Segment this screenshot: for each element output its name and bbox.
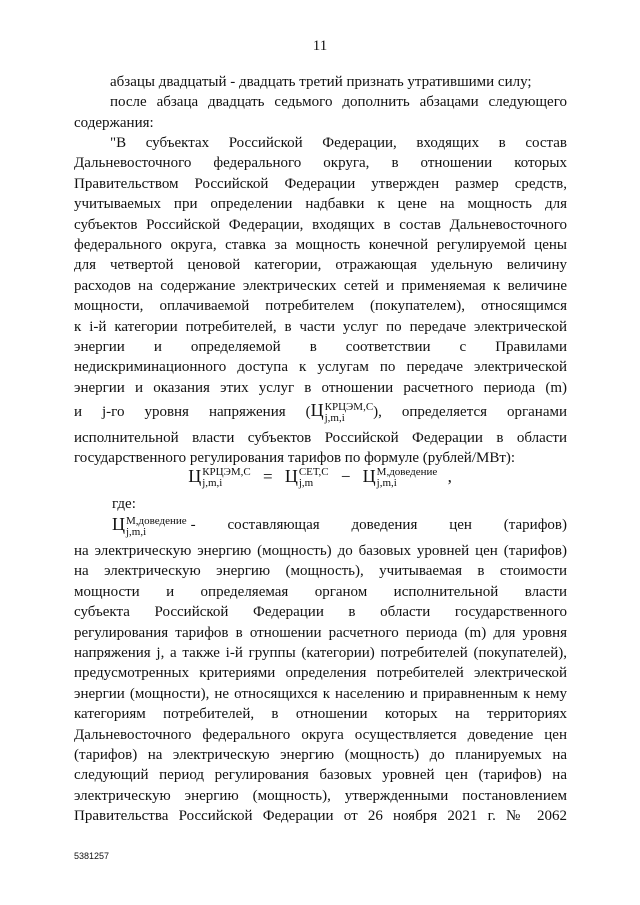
definition-text: - составляющая доведения цен (тарифов)	[190, 517, 567, 534]
line-text: и j-го уровня напряжения (	[74, 404, 311, 421]
formula-subscript: j,m,i	[376, 477, 397, 490]
text-line: государственного регулирования тарифов по формуле (рублей/МВт):	[74, 450, 516, 467]
formula-superscript: КРЦЭМ,С	[202, 466, 251, 479]
formula-subscript: j,m,i	[202, 477, 223, 490]
text-line: после абзаца двадцать седьмого дополнить абзацами следующего	[110, 94, 567, 111]
line-text: ), определяется органами	[373, 404, 568, 421]
intro-lines	[74, 72, 567, 133]
definition-term: Ц М,доведение j,m,i	[112, 514, 187, 538]
paragraph-1	[74, 133, 567, 469]
text-line: содержания:	[74, 114, 154, 131]
text-line: на электрическую энергию (мощность) до базовых уровней цен (тарифов)	[74, 543, 567, 559]
document-id: 5381257	[74, 851, 110, 861]
text-line: (тарифов) на электрическую энергию (мощность) до планируемых на	[74, 747, 567, 764]
formula-minus: −	[340, 467, 351, 486]
text-line: абзацы двадцатый - двадцать третий признать утратившими силу;	[110, 74, 532, 90]
formula-symbol: Ц	[362, 466, 376, 486]
text-line: Дальневосточного федерального округа, в отношении которых	[74, 155, 567, 172]
inline-symbol: Ц КРЦЭМ,С j,m,i	[310, 400, 374, 424]
formula	[0, 466, 640, 489]
text-line: энергии и определяемой в соответствии с Правилами	[74, 339, 567, 356]
text-line: предусмотренных критериями определения потребителей электрической	[74, 665, 567, 682]
formula-equals: =	[262, 467, 273, 486]
formula-superscript: СЕТ,С	[298, 466, 329, 479]
text-line: для четвертой ценовой категории, отражающая удельную величину	[74, 257, 567, 274]
text-line: следующий период регулирования базовых уровней цен (тарифов) на	[74, 767, 567, 784]
page-number: 11	[312, 38, 328, 54]
text-line: Дальневосточного федерального округа осуществляется доведение цен	[74, 726, 567, 743]
text-line: категориям потребителей, в отношении которых на территориях	[74, 706, 567, 723]
text-line: недискриминационного доступа к услугам по передаче электрической	[74, 359, 567, 376]
formula-symbol: Ц	[188, 466, 202, 486]
text-line: энергии (мощности), не относящихся к населению и приравненным к нему	[74, 685, 567, 702]
text-line: электрическую энергию (мощность), утвержденными постановлением	[74, 787, 567, 804]
text-line: исполнительной власти субъектов Российской Федерации в области	[74, 429, 567, 446]
formula-subscript: j,m	[298, 477, 314, 490]
text-line: мощности, оплачиваемой потребителем (покупателем), относящимся	[74, 298, 567, 315]
where-label: где:	[112, 496, 136, 512]
text-line: субъекта Российской Федерации в области государственного	[74, 604, 567, 621]
text-line: энергии и оказания этих услуг в отношении расчетного периода (m)	[74, 379, 567, 396]
formula-superscript: М,доведение	[376, 466, 438, 479]
text-line: напряжения j, а также i-й группы (категории) потребителей (покупателей),	[74, 645, 567, 662]
text-line: учитываемых при определении надбавки к цене на мощность для	[74, 196, 567, 213]
text-line-with-symbol	[74, 400, 567, 424]
text-line: мощности и определяемая органом исполнительной власти	[74, 583, 567, 600]
text-line: "В субъектах Российской Федерации, входящих в состав	[110, 135, 567, 151]
text-line: субъектов Российской Федерации, входящих в состав Дальневосточного	[74, 216, 567, 233]
formula-symbol: Ц	[284, 466, 298, 486]
definition-line	[112, 514, 567, 538]
paragraph-2	[74, 541, 567, 827]
text-line: федерального округа, ставка за мощность конечной регулируемой цены	[74, 237, 567, 254]
text-line: на электрическую энергию (мощность), учитываемая в стоимости	[74, 563, 567, 580]
text-line: регулирования тарифов в отношении расчетного периода (m) для уровня	[74, 624, 567, 641]
text-line: к i-й категории потребителей, в части услуг по передаче электрической	[74, 318, 567, 335]
text-line: расходов на содержание электрических сетей и применяемая к величине	[74, 277, 567, 294]
text-line: Правительством Российской Федерации утвержден размер средств,	[74, 175, 567, 192]
text-line: Правительства Российской Федерации от 26 ноября 2021 г. № 2062	[74, 808, 567, 825]
formula-comma: ,	[447, 467, 452, 486]
